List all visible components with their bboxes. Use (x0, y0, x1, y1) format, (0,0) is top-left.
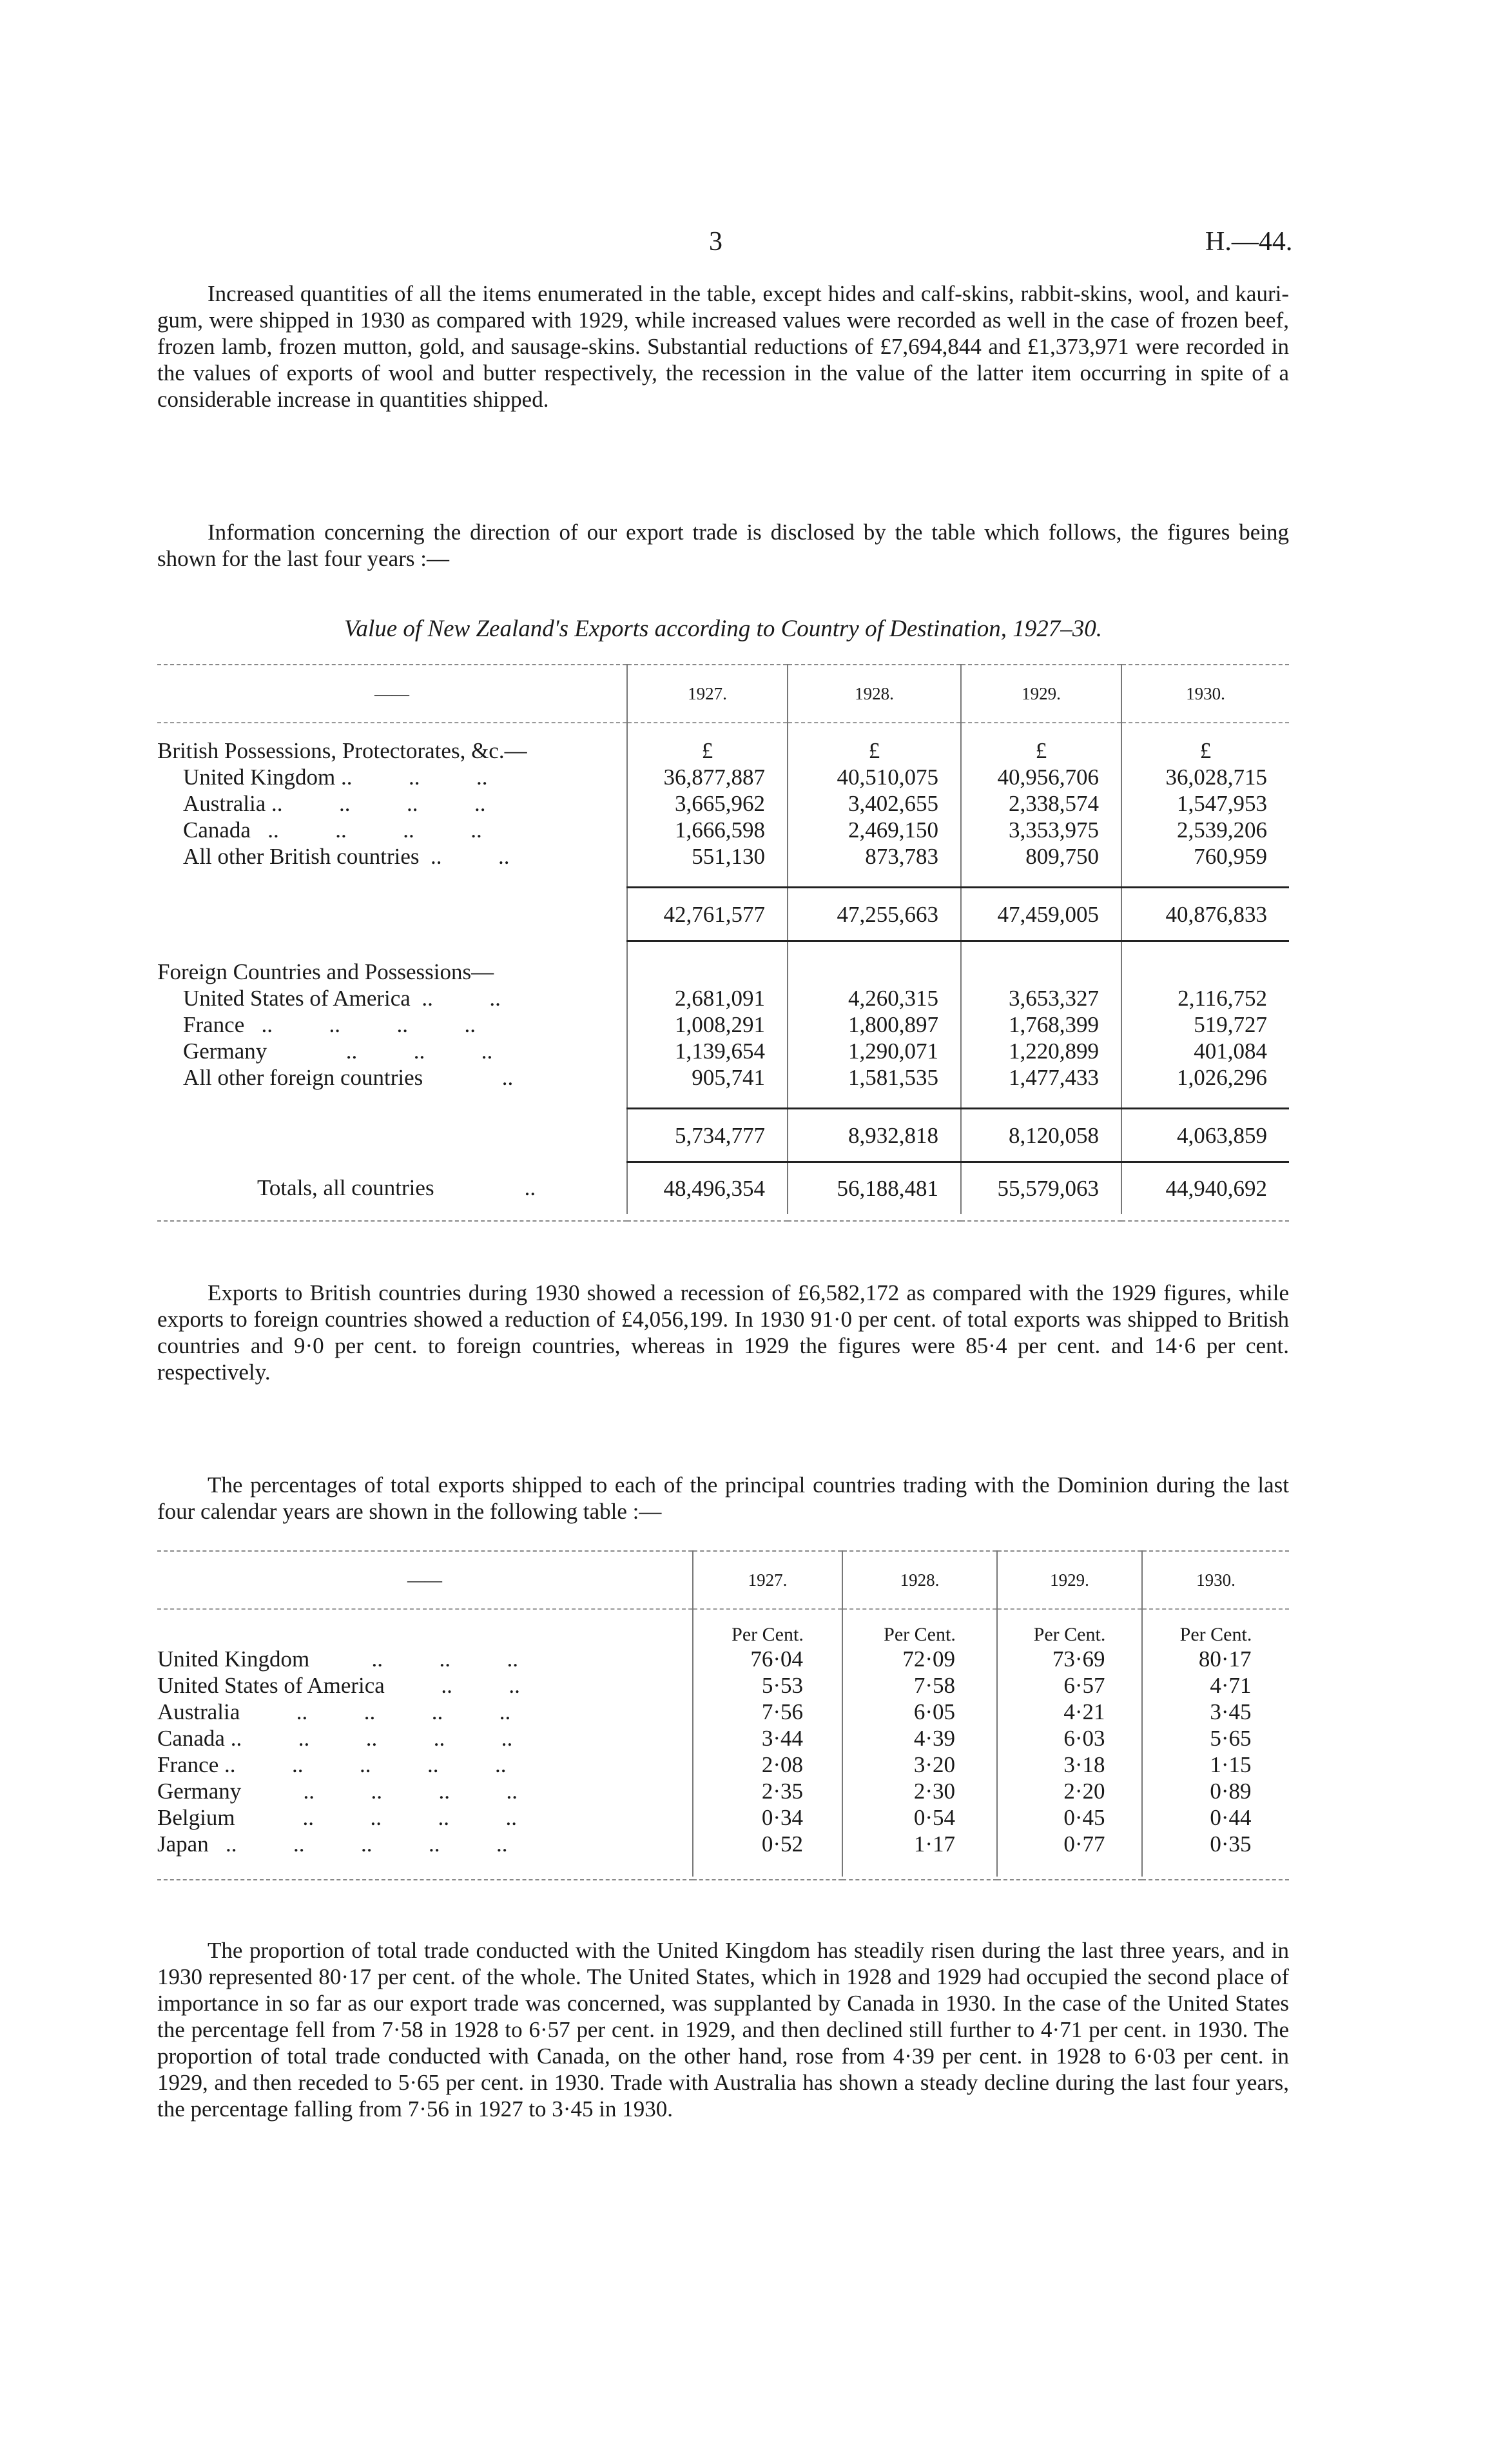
value-cell: 36,028,715 (1121, 764, 1289, 790)
table-row (157, 790, 1289, 817)
value-text: 3·20 (913, 1752, 955, 1777)
corner-dash: —— (374, 683, 409, 703)
table-row (157, 737, 1289, 764)
value-text: 0·35 (1210, 1831, 1252, 1857)
value-text: 72·09 (902, 1646, 955, 1672)
value-cell: 3,653,327 (961, 985, 1121, 1011)
total-cell: 44,940,692 (1121, 1162, 1289, 1214)
year-header: 1929. (961, 665, 1121, 723)
year-header: 1929. (997, 1551, 1142, 1609)
subtotal-cell: 5,734,777 (627, 1109, 788, 1162)
value-text: 73·69 (1052, 1646, 1105, 1672)
section-heading: British Possessions, Protectorates, &c.— (157, 738, 527, 763)
value-cell (1142, 1699, 1289, 1725)
unit-label: Per Cent. (693, 1624, 842, 1646)
row-label: United Kingdom .. .. .. (157, 1646, 518, 1672)
subtotal-cell: 47,255,663 (788, 888, 961, 941)
total-cell: 55,579,063 (961, 1162, 1121, 1214)
unit-label: £ (1121, 737, 1289, 764)
paragraph-british-foreign: Exports to British countries during 1930 showed a recession of £6,582,172 as compared with the 1929 figures, while exports to foreign countries showed a reduction of £4,056,199. In 1930 91·0 per cent. of total exports was shipped to British countries and 9·0 per cent. to foreign countries, whereas in 1929 the figures were 85·4 per cent. and 14·6 per cent. respectively. (157, 1280, 1289, 1385)
row-label: France .. .. .. .. .. (157, 1752, 507, 1777)
value-text: 0·45 (1063, 1805, 1105, 1830)
row-label: Canada .. .. .. .. .. (157, 1726, 513, 1751)
row-label: Belgium .. .. .. .. (157, 1805, 518, 1830)
table-row (157, 1672, 1289, 1699)
row-label: United States of America .. .. (183, 986, 501, 1011)
value-cell: 3,665,962 (627, 790, 788, 817)
value-cell: 401,084 (1121, 1038, 1289, 1064)
value-text: 0·77 (1063, 1831, 1105, 1857)
value-cell (693, 1831, 842, 1857)
row-label: Australia .. .. .. .. (157, 1699, 511, 1724)
exports-by-country-table (157, 664, 1289, 1222)
value-cell (693, 1751, 842, 1778)
value-cell: 519,727 (1121, 1011, 1289, 1038)
unit-label: Per Cent. (997, 1624, 1142, 1646)
value-cell: 1,768,399 (961, 1011, 1121, 1038)
value-text: 4·39 (913, 1726, 955, 1751)
value-cell (842, 1725, 997, 1751)
table-row (157, 1831, 1289, 1857)
value-cell (997, 1804, 1142, 1831)
value-cell: 36,877,887 (627, 764, 788, 790)
value-cell (1142, 1804, 1289, 1831)
value-text: 7·56 (761, 1699, 803, 1724)
table-row (157, 1011, 1289, 1038)
foreign-subtotal-row (157, 1109, 1289, 1162)
value-text: 2·20 (1063, 1779, 1105, 1804)
value-cell (997, 1672, 1142, 1699)
value-cell (1142, 1725, 1289, 1751)
subtotal-cell: 8,932,818 (788, 1109, 961, 1162)
table-row (157, 817, 1289, 843)
row-label: Germany .. .. .. .. (157, 1779, 518, 1804)
grand-total-label: Totals, all countries .. (257, 1175, 536, 1200)
table-row (157, 1725, 1289, 1751)
value-cell (1142, 1672, 1289, 1699)
value-cell (693, 1725, 842, 1751)
subtotal-cell: 47,459,005 (961, 888, 1121, 941)
value-text: 7·58 (913, 1673, 955, 1698)
percentage-exports-table (157, 1550, 1289, 1880)
unit-label: £ (627, 737, 788, 764)
value-cell (842, 1778, 997, 1804)
value-text: 2·08 (761, 1752, 803, 1777)
table-row (157, 1804, 1289, 1831)
value-cell: 1,139,654 (627, 1038, 788, 1064)
value-cell (997, 1778, 1142, 1804)
year-header: 1930. (1142, 1551, 1289, 1609)
table-row (157, 843, 1289, 870)
british-subtotal-row (157, 888, 1289, 941)
year-header: 1927. (627, 665, 788, 723)
value-cell: 40,956,706 (961, 764, 1121, 790)
unit-row (157, 1624, 1289, 1646)
value-cell: 40,510,075 (788, 764, 961, 790)
table-header-row (157, 665, 1289, 723)
value-cell (842, 1646, 997, 1672)
value-cell (693, 1699, 842, 1725)
value-cell: 2,539,206 (1121, 817, 1289, 843)
corner-dash: —— (407, 1570, 442, 1590)
value-cell: 760,959 (1121, 843, 1289, 870)
table-row (157, 1038, 1289, 1064)
year-header: 1928. (842, 1551, 997, 1609)
value-cell: 4,260,315 (788, 985, 961, 1011)
table-row (157, 1778, 1289, 1804)
row-label: Japan .. .. .. .. .. (157, 1831, 508, 1857)
subtotal-cell: 42,761,577 (627, 888, 788, 941)
value-text: 2·30 (913, 1779, 955, 1804)
unit-label: Per Cent. (842, 1624, 997, 1646)
value-cell: 1,666,598 (627, 817, 788, 843)
value-cell: 1,220,899 (961, 1038, 1121, 1064)
table-row (157, 764, 1289, 790)
value-text: 4·21 (1063, 1699, 1105, 1724)
table-row (157, 1751, 1289, 1778)
value-cell: 1,547,953 (1121, 790, 1289, 817)
value-cell: 2,469,150 (788, 817, 961, 843)
value-cell: 873,783 (788, 843, 961, 870)
row-label: All other foreign countries .. (183, 1065, 514, 1090)
value-cell: 2,681,091 (627, 985, 788, 1011)
value-text: 0·54 (913, 1805, 955, 1830)
value-cell (997, 1751, 1142, 1778)
value-cell (1142, 1831, 1289, 1857)
table-header-row (157, 1551, 1289, 1609)
total-cell: 48,496,354 (627, 1162, 788, 1214)
table-row (157, 959, 1289, 985)
subtotal-cell: 40,876,833 (1121, 888, 1289, 941)
total-cell: 56,188,481 (788, 1162, 961, 1214)
value-cell: 3,353,975 (961, 817, 1121, 843)
grand-total-row (157, 1162, 1289, 1214)
row-label: United Kingdom .. .. .. (183, 765, 488, 790)
value-text: 0·44 (1210, 1805, 1252, 1830)
value-cell: 1,008,291 (627, 1011, 788, 1038)
unit-label: £ (788, 737, 961, 764)
value-text: 5·53 (761, 1673, 803, 1698)
value-text: 2·35 (761, 1779, 803, 1804)
value-cell (997, 1646, 1142, 1672)
year-header: 1927. (693, 1551, 842, 1609)
table-title: Value of New Zealand's Exports according to Country of Destination, 1927–30. (344, 616, 1103, 642)
value-cell: 3,402,655 (788, 790, 961, 817)
row-label: France .. .. .. .. (183, 1012, 476, 1037)
row-label: Australia .. .. .. .. (183, 791, 486, 816)
value-cell: 905,741 (627, 1064, 788, 1091)
paragraph-exports-summary: Increased quantities of all the items enumerated in the table, except hides and calf-skins, rabbit-skins, wool, and kauri-gum, were shipped in 1930 as compared with 1929, while increased values were recorded as well in the case of frozen beef, frozen lamb, frozen mutton, gold, and sausage-skins. Substantial reductions of £7,694,844 and £1,373,971 were recorded in the values of exports of wool and butter respectively, the recession in the value of the latter item occurring in spite of a considerable increase in quantities shipped. (157, 281, 1289, 412)
value-text: 6·05 (913, 1699, 955, 1724)
page-number: 3 (709, 227, 722, 257)
section-heading: Foreign Countries and Possessions— (157, 959, 494, 984)
value-text: 0·52 (761, 1831, 803, 1857)
row-label: Canada .. .. .. .. (183, 817, 482, 843)
value-cell: 551,130 (627, 843, 788, 870)
value-cell: 1,800,897 (788, 1011, 961, 1038)
value-cell (693, 1804, 842, 1831)
value-cell (1142, 1778, 1289, 1804)
value-text: 1·17 (913, 1831, 955, 1857)
unit-label: Per Cent. (1142, 1624, 1289, 1646)
value-cell (693, 1646, 842, 1672)
unit-label: £ (961, 737, 1121, 764)
year-header: 1928. (788, 665, 961, 723)
value-cell (997, 1725, 1142, 1751)
value-cell: 809,750 (961, 843, 1121, 870)
value-cell (842, 1751, 997, 1778)
value-cell (842, 1672, 997, 1699)
row-label: United States of America .. .. (157, 1673, 520, 1698)
paragraph-percentages-intro: The percentages of total exports shipped to each of the principal countries trading with the Dominion during the last four calendar years are shown in the following table :— (157, 1472, 1289, 1524)
value-cell (693, 1778, 842, 1804)
paragraph-uk-trade: The proportion of total trade conducted with the United Kingdom has steadily risen during the last three years, and in 1930 represented 80·17 per cent. of the whole. The United States, which in 1928 and 1929 had occupied the second place of importance in so far as our export trade was concerned, was supplanted by Canada in 1930. In the case of the United States the percentage fell from 7·58 in 1928 to 6·57 per cent. in 1929, and then declined still further to 4·71 per cent. in 1930. The proportion of total trade conducted with Canada, on the other hand, rose from 4·39 per cent. in 1928 to 6·03 per cent. in 1929, and then receded to 5·65 per cent. in 1930. Trade with Australia has shown a steady decline during the last four years, the percentage falling from 7·56 in 1927 to 3·45 in 1930. (157, 1938, 1289, 2122)
value-cell (693, 1672, 842, 1699)
table-row (157, 1646, 1289, 1672)
value-text: 6·57 (1063, 1673, 1105, 1698)
value-cell: 1,026,296 (1121, 1064, 1289, 1091)
paragraph-direction-intro: Information concerning the direction of our export trade is disclosed by the table which follows, the figures being shown for the last four years :— (157, 520, 1289, 571)
value-cell: 1,477,433 (961, 1064, 1121, 1091)
value-cell: 2,338,574 (961, 790, 1121, 817)
table-row (157, 985, 1289, 1011)
value-cell (842, 1831, 997, 1857)
value-text: 80·17 (1198, 1646, 1252, 1672)
value-text: 76·04 (750, 1646, 803, 1672)
value-cell (1142, 1646, 1289, 1672)
value-text: 3·18 (1063, 1752, 1105, 1777)
document-reference: H.—44. (1205, 227, 1293, 257)
value-text: 4·71 (1210, 1673, 1252, 1698)
value-cell (842, 1804, 997, 1831)
value-cell: 1,581,535 (788, 1064, 961, 1091)
value-text: 6·03 (1063, 1726, 1105, 1751)
value-text: 5·65 (1210, 1726, 1252, 1751)
value-text: 0·89 (1210, 1779, 1252, 1804)
value-cell (997, 1831, 1142, 1857)
year-header: 1930. (1121, 665, 1289, 723)
row-label: Germany .. .. .. (183, 1039, 493, 1064)
value-text: 3·44 (761, 1726, 803, 1751)
table-row (157, 1699, 1289, 1725)
value-cell (842, 1699, 997, 1725)
value-cell: 2,116,752 (1121, 985, 1289, 1011)
value-text: 1·15 (1210, 1752, 1252, 1777)
subtotal-cell: 8,120,058 (961, 1109, 1121, 1162)
value-cell (1142, 1751, 1289, 1778)
table-row (157, 1064, 1289, 1091)
row-label: All other British countries .. .. (183, 844, 510, 869)
value-cell: 1,290,071 (788, 1038, 961, 1064)
value-cell (997, 1699, 1142, 1725)
value-text: 3·45 (1210, 1699, 1252, 1724)
subtotal-cell: 4,063,859 (1121, 1109, 1289, 1162)
value-text: 0·34 (761, 1805, 803, 1830)
